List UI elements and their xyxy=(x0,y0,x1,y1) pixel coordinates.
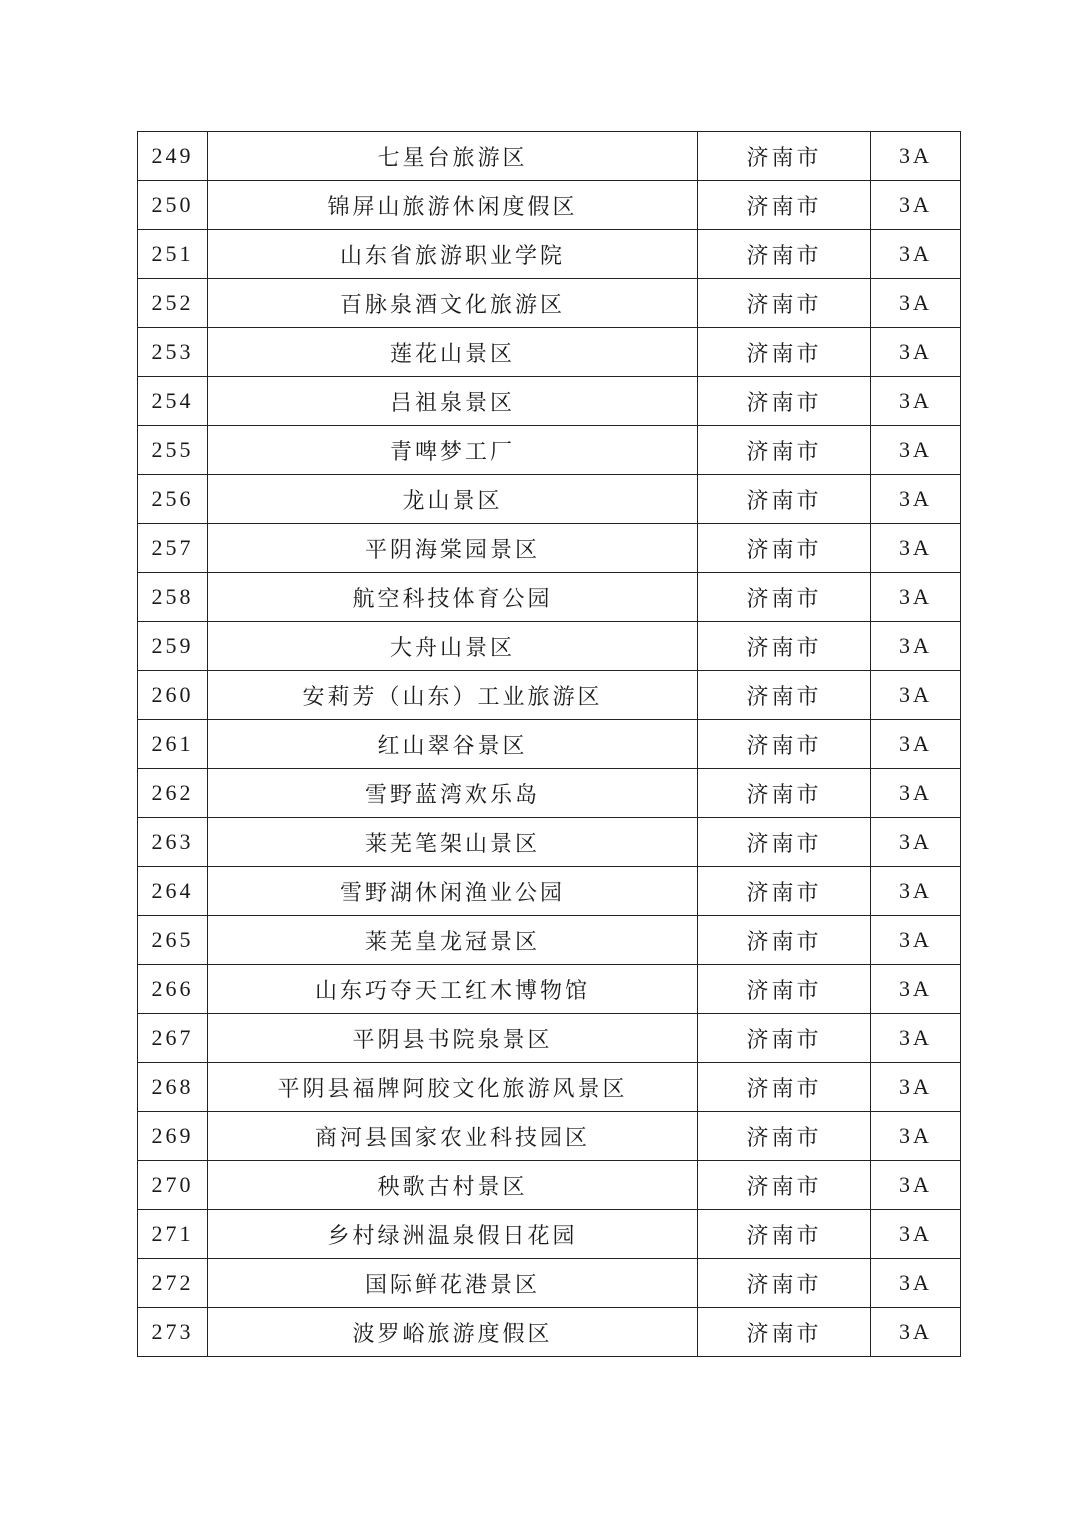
rating-level: 3A xyxy=(871,573,961,622)
table-row xyxy=(138,1210,961,1259)
table-row xyxy=(138,1014,961,1063)
city-name: 济南市 xyxy=(698,1112,871,1161)
rating-level: 3A xyxy=(871,1014,961,1063)
scenic-area-name: 百脉泉酒文化旅游区 xyxy=(208,279,698,328)
scenic-area-name: 红山翠谷景区 xyxy=(208,720,698,769)
rating-level: 3A xyxy=(871,1161,961,1210)
table-row xyxy=(138,1308,961,1357)
table-row xyxy=(138,377,961,426)
row-number: 254 xyxy=(138,377,208,426)
scenic-area-name: 雪野湖休闲渔业公园 xyxy=(208,867,698,916)
scenic-area-name: 平阴海棠园景区 xyxy=(208,524,698,573)
table-row xyxy=(138,573,961,622)
city-name: 济南市 xyxy=(698,867,871,916)
scenic-area-name: 莲花山景区 xyxy=(208,328,698,377)
table-body xyxy=(138,132,961,1357)
rating-level: 3A xyxy=(871,1210,961,1259)
row-number: 255 xyxy=(138,426,208,475)
city-name: 济南市 xyxy=(698,769,871,818)
table-row xyxy=(138,769,961,818)
scenic-area-name: 商河县国家农业科技园区 xyxy=(208,1112,698,1161)
table-row xyxy=(138,475,961,524)
rating-level: 3A xyxy=(871,524,961,573)
row-number: 258 xyxy=(138,573,208,622)
row-number: 265 xyxy=(138,916,208,965)
row-number: 260 xyxy=(138,671,208,720)
table-row xyxy=(138,1161,961,1210)
city-name: 济南市 xyxy=(698,916,871,965)
scenic-area-name: 波罗峪旅游度假区 xyxy=(208,1308,698,1357)
rating-level: 3A xyxy=(871,181,961,230)
row-number: 262 xyxy=(138,769,208,818)
scenic-area-name: 莱芜笔架山景区 xyxy=(208,818,698,867)
scenic-area-name: 大舟山景区 xyxy=(208,622,698,671)
table-row xyxy=(138,818,961,867)
row-number: 261 xyxy=(138,720,208,769)
scenic-area-name: 乡村绿洲温泉假日花园 xyxy=(208,1210,698,1259)
row-number: 268 xyxy=(138,1063,208,1112)
rating-level: 3A xyxy=(871,1308,961,1357)
scenic-area-name: 平阴县福牌阿胶文化旅游风景区 xyxy=(208,1063,698,1112)
city-name: 济南市 xyxy=(698,328,871,377)
table-row xyxy=(138,328,961,377)
rating-level: 3A xyxy=(871,720,961,769)
rating-level: 3A xyxy=(871,867,961,916)
row-number: 267 xyxy=(138,1014,208,1063)
table-row xyxy=(138,965,961,1014)
scenic-area-name: 安莉芳（山东）工业旅游区 xyxy=(208,671,698,720)
row-number: 271 xyxy=(138,1210,208,1259)
scenic-area-name: 莱芜皇龙冠景区 xyxy=(208,916,698,965)
table-row xyxy=(138,426,961,475)
table-row xyxy=(138,1259,961,1308)
row-number: 269 xyxy=(138,1112,208,1161)
rating-level: 3A xyxy=(871,377,961,426)
city-name: 济南市 xyxy=(698,1210,871,1259)
scenic-area-name: 锦屏山旅游休闲度假区 xyxy=(208,181,698,230)
table-row xyxy=(138,1112,961,1161)
city-name: 济南市 xyxy=(698,279,871,328)
row-number: 252 xyxy=(138,279,208,328)
city-name: 济南市 xyxy=(698,1063,871,1112)
scenic-area-name: 雪野蓝湾欢乐岛 xyxy=(208,769,698,818)
rating-level: 3A xyxy=(871,1063,961,1112)
city-name: 济南市 xyxy=(698,671,871,720)
city-name: 济南市 xyxy=(698,720,871,769)
city-name: 济南市 xyxy=(698,475,871,524)
row-number: 249 xyxy=(138,132,208,181)
table-row xyxy=(138,1063,961,1112)
scenic-area-table xyxy=(137,131,961,1357)
row-number: 253 xyxy=(138,328,208,377)
rating-level: 3A xyxy=(871,230,961,279)
city-name: 济南市 xyxy=(698,230,871,279)
city-name: 济南市 xyxy=(698,1014,871,1063)
city-name: 济南市 xyxy=(698,573,871,622)
city-name: 济南市 xyxy=(698,1308,871,1357)
rating-level: 3A xyxy=(871,622,961,671)
table-row xyxy=(138,132,961,181)
scenic-area-name: 山东省旅游职业学院 xyxy=(208,230,698,279)
city-name: 济南市 xyxy=(698,965,871,1014)
scenic-area-name: 龙山景区 xyxy=(208,475,698,524)
row-number: 266 xyxy=(138,965,208,1014)
rating-level: 3A xyxy=(871,671,961,720)
row-number: 250 xyxy=(138,181,208,230)
scenic-area-name: 青啤梦工厂 xyxy=(208,426,698,475)
table-row xyxy=(138,181,961,230)
row-number: 259 xyxy=(138,622,208,671)
city-name: 济南市 xyxy=(698,818,871,867)
city-name: 济南市 xyxy=(698,622,871,671)
table-row xyxy=(138,671,961,720)
table-row xyxy=(138,867,961,916)
scenic-area-name: 吕祖泉景区 xyxy=(208,377,698,426)
row-number: 270 xyxy=(138,1161,208,1210)
rating-level: 3A xyxy=(871,132,961,181)
scenic-area-name: 国际鲜花港景区 xyxy=(208,1259,698,1308)
city-name: 济南市 xyxy=(698,1259,871,1308)
row-number: 263 xyxy=(138,818,208,867)
row-number: 256 xyxy=(138,475,208,524)
city-name: 济南市 xyxy=(698,377,871,426)
rating-level: 3A xyxy=(871,965,961,1014)
row-number: 273 xyxy=(138,1308,208,1357)
row-number: 257 xyxy=(138,524,208,573)
table-row xyxy=(138,230,961,279)
rating-level: 3A xyxy=(871,1112,961,1161)
scenic-area-name: 平阴县书院泉景区 xyxy=(208,1014,698,1063)
rating-level: 3A xyxy=(871,818,961,867)
row-number: 251 xyxy=(138,230,208,279)
city-name: 济南市 xyxy=(698,426,871,475)
city-name: 济南市 xyxy=(698,1161,871,1210)
city-name: 济南市 xyxy=(698,132,871,181)
table-row xyxy=(138,279,961,328)
city-name: 济南市 xyxy=(698,181,871,230)
row-number: 264 xyxy=(138,867,208,916)
scenic-area-name: 七星台旅游区 xyxy=(208,132,698,181)
rating-level: 3A xyxy=(871,1259,961,1308)
scenic-area-name: 山东巧夺天工红木博物馆 xyxy=(208,965,698,1014)
rating-level: 3A xyxy=(871,475,961,524)
row-number: 272 xyxy=(138,1259,208,1308)
table-row xyxy=(138,916,961,965)
table-row xyxy=(138,622,961,671)
rating-level: 3A xyxy=(871,328,961,377)
rating-level: 3A xyxy=(871,279,961,328)
scenic-area-name: 秧歌古村景区 xyxy=(208,1161,698,1210)
rating-level: 3A xyxy=(871,769,961,818)
table-row xyxy=(138,720,961,769)
city-name: 济南市 xyxy=(698,524,871,573)
scenic-area-name: 航空科技体育公园 xyxy=(208,573,698,622)
rating-level: 3A xyxy=(871,426,961,475)
rating-level: 3A xyxy=(871,916,961,965)
table-row xyxy=(138,524,961,573)
